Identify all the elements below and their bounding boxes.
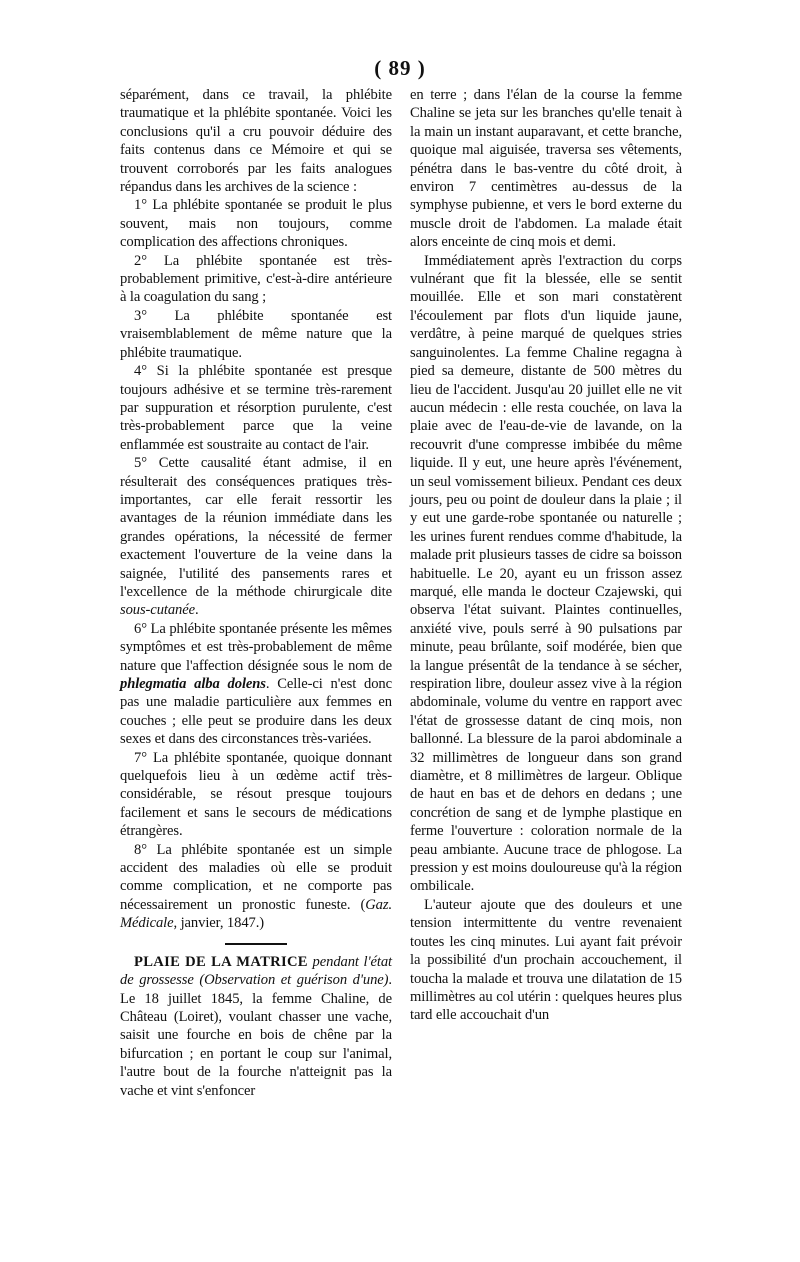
right-paragraph-2: Immédiatement après l'extraction du corps vulnérant que fit la blessée, elle se sentit mouillée. Elle et son mari constatèrent l'écoulement par flots d'un liquide jaune, verdâtre, à peine marqué de quelques stries sanguinolentes. La femme Chaline regagna à pied sa demeure, distante de 500 mètres du lieu de l'accident. Jusqu'au 20 juillet elle ne vit aucun médecin : elle resta couchée, on lava la plaie avec de l'eau-de-vie de lavande, on la recouvrit d'une compresse imbibée du même liquide. Il y eut, une heure après l'événement, un seul vomissement bilieux. Pendant ces deux jours, peu ou point de douleur dans la plaie ; il y eut une garde-robe spontanée ou naturelle ; les urines furent rendues comme d'habitude, la malade prit plusieurs tasses de cidre sa boisson habituelle. Le 20, ayant eu un frisson assez marqué, elle manda le docteur Czajewski, qui observa l'état suivant. Plaintes continuelles, anxiété vive, pouls serré à 90 pulsations par minute, peau brûlante, soif modérée, bien que la langue présentât de la tendance à se sécher, respiration libre, douleur assez vive à la région abdominale, volume du ventre en rapport avec l'état de grossesse datant de cinq mois, non ballonné. La blessure de la paroi abdominale a 32 millimètres de longueur dans son grand diamètre, et 8 millimètres de largeur. Oblique de haut en bas et de dehors en dedans ; une concrétion de sang et de lymphe plastique en ferme l'ouverture : coloration normale de la peau ambiante. Aucune trace de phlogose. La pression y est moins douloureuse qu'à la région ombilicale.	[410, 252, 682, 895]
right-column	[410, 86, 682, 1025]
conclusion-3: 3° La phlébite spontanée est vraisemblablement de même nature que la phlébite traumatique.	[120, 307, 392, 361]
conclusion-5	[120, 454, 392, 620]
intro-paragraph: séparément, dans ce travail, la phlébite traumatique et la phlébite spontanée. Voici les conclusions qu'il a cru pouvoir déduire des faits contenus dans ce Mémoire et qui se trouvent corroborés par les faits analogues répandus dans les archives de la science :	[120, 87, 392, 196]
conclusion-8-end: , janvier, 1847.)	[173, 915, 265, 932]
section-heading-italic: pendant l'état de grossesse	[120, 953, 393, 989]
conclusion-8	[120, 841, 392, 933]
conclusion-4: 4° Si la phlébite spontanée est presque toujours adhésive et se termine très-rarement par suppuration et résorption purulente, c'est très-probablement parce que la veine enflammée est soustraite au contact de l'air.	[120, 363, 392, 453]
conclusion-6-italic: phlegmatia alba dolens	[120, 676, 266, 692]
conclusion-1: 1° La phlébite spontanée se produit le plus souvent, mais non toujours, comme complication des affections chroniques.	[120, 197, 392, 251]
right-paragraph-3: L'auteur ajoute que des douleurs et une tension intermittente du ventre revenaient toutes les cinq minutes. Lui ayant fait prévoir la possibilité d'un prochain accouchement, il toucha la malade et trouva une dilatation de 15 millimètres au col utérin : quelques heures plus tard elle accouchait d'un	[410, 896, 682, 1024]
conclusion-6	[120, 620, 392, 749]
page-number: ( 89 )	[374, 56, 426, 80]
section-text: . Le 18 juillet 1845, la femme Chaline, de Château (Loiret), voulant chasser une vache, saisit une fourche en bois de chêne par la bifurcation ; en portant le coup sur l'animal, l'autre bout de la fourche n'atteignit pas la vache et vint s'enfoncer	[120, 972, 392, 1099]
conclusion-2: 2° La phlébite spontanée est très-probablement primitive, c'est-à-dire antérieure à la coagulation du sang ;	[120, 252, 392, 306]
conclusion-7: 7° La phlébite spontanée, quoique donnant quelquefois lieu à un œdème actif très-considérable, se résout presque toujours facilement et sans le secours de médications étrangères.	[120, 749, 392, 840]
conclusion-5-end: .	[195, 602, 199, 619]
conclusion-8-text: 8° La phlébite spontanée est un simple accident des maladies où elle se produit comme complication, et ne comporte pas nécessairement un pronostic funeste. (	[120, 841, 392, 913]
conclusion-8-italic: Gaz. Médicale	[120, 896, 392, 932]
left-column	[120, 86, 392, 1100]
section-paragraph	[120, 953, 392, 1100]
section-divider	[225, 943, 287, 945]
right-paragraph-1: en terre ; dans l'élan de la course la femme Chaline se jeta sur les branches qu'elle tenait à la main un instant auparavant, et cette branche, quoique mal aiguisée, traversa ses vêtements, pénétra dans le bas-ventre du côté droit, à environ 7 centimètres au-dessus de la symphyse pubienne, et vers le bord externe du muscle droit de l'abdomen. La malade était alors enceinte de cinq mois et demi.	[410, 87, 682, 251]
conclusion-6-end: . Celle-ci n'est donc pas une maladie particulière aux femmes en couches ; elle peut se produire dans les deux sexes et dans des circonstances très-variées.	[120, 676, 392, 748]
section-heading-paren: (Observation et guérison d'une)	[199, 972, 389, 989]
conclusion-5-text: 5° Cette causalité étant admise, il en résulterait des conséquences pratiques très-importantes, car elle ferait ressortir les avantages de la réunion immédiate dans les grandes opérations, la nécessité de fermer exactement l'ouverture de la veine dans la saignée, l'utilité des pansements rares et l'excellence de la méthode chirurgicale dite	[120, 455, 392, 600]
conclusion-5-italic: sous-cutanée	[120, 602, 195, 619]
section-heading: PLAIE DE LA MATRICE	[134, 953, 308, 970]
conclusion-6-text: 6° La phlébite spontanée présente les mêmes symptômes et est très-probablement de même nature que l'affection désignée sous le nom de	[120, 620, 392, 674]
